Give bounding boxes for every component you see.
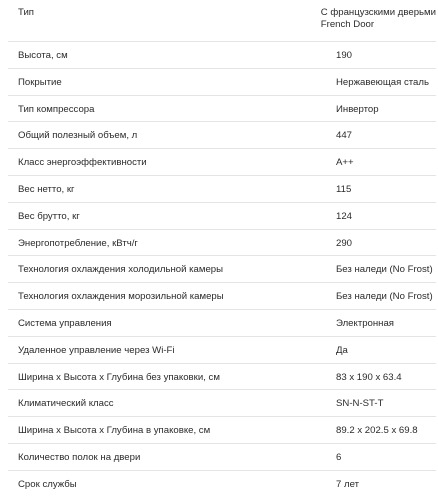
spec-label: Удаленное управление через Wi-Fi [18, 344, 175, 356]
spec-label: Класс энергоэффективности [18, 157, 147, 169]
spec-label: Система управления [18, 317, 112, 329]
spec-value: Без наледи (No Frost) [336, 264, 433, 276]
spec-row-climate-class [8, 390, 436, 417]
spec-label: Покрытие [18, 76, 62, 88]
spec-row-dimensions-unpacked [8, 364, 436, 391]
spec-label: Вес брутто, кг [18, 210, 80, 222]
spec-label: Количество полок на двери [18, 451, 141, 463]
spec-row-door-shelves [8, 444, 436, 471]
spec-row-control-system [8, 310, 436, 337]
spec-row-gross-weight [8, 203, 436, 230]
spec-value: 447 [336, 130, 353, 142]
spec-value: Нержавеющая сталь [336, 76, 429, 88]
spec-row-compressor [8, 96, 436, 123]
spec-row-volume [8, 122, 436, 149]
spec-label: Срок службы [18, 478, 77, 490]
spec-value: 290 [336, 237, 353, 249]
spec-value: Инвертор [336, 103, 379, 115]
spec-value [321, 7, 436, 31]
spec-row-service-life [8, 471, 436, 498]
spec-value-line: French Door [320, 19, 375, 30]
spec-row-freezer-cooling [8, 283, 436, 310]
spec-value: 190 [336, 50, 353, 61]
spec-label: Энергопотребление, кВтч/г [18, 237, 138, 249]
spec-value: 6 [336, 451, 342, 463]
spec-label: Вес нетто, кг [18, 183, 75, 195]
spec-label: Ширина x Высота x Глубина в упаковке, см [18, 425, 211, 437]
spec-value-line: С французскими дверьми [320, 7, 436, 18]
spec-row-dimensions-packed [8, 417, 436, 444]
spec-row-height [8, 42, 436, 69]
spec-value: A++ [336, 157, 354, 169]
spec-label: Тип [18, 7, 34, 18]
spec-value: 7 лет [336, 478, 360, 490]
spec-label: Тип компрессора [18, 103, 95, 115]
spec-row-coating [8, 69, 436, 96]
spec-row-type [8, 6, 436, 42]
spec-label: Технология охлаждения морозильной камеры [18, 291, 224, 303]
spec-row-fridge-cooling [8, 256, 436, 283]
specifications-table [8, 0, 436, 498]
spec-value: 124 [336, 210, 353, 222]
spec-value: 89.2 x 202.5 x 69.8 [336, 425, 418, 437]
spec-value: 83 x 190 x 63.4 [336, 371, 402, 383]
spec-label: Высота, см [18, 50, 68, 61]
spec-value: SN-N-ST-T [336, 398, 384, 410]
spec-label: Климатический класс [18, 398, 114, 410]
spec-label: Общий полезный объем, л [18, 130, 138, 142]
spec-row-energy-consumption [8, 230, 436, 257]
spec-label: Технология охлаждения холодильной камеры [18, 264, 224, 276]
spec-value: Да [336, 344, 348, 356]
spec-row-wifi [8, 337, 436, 364]
spec-value: Электронная [336, 317, 395, 329]
spec-label: Ширина x Высота x Глубина без упаковки, см [18, 371, 220, 383]
spec-value: 115 [336, 183, 352, 195]
spec-row-net-weight [8, 176, 436, 203]
spec-row-energy-class [8, 149, 436, 176]
spec-value: Без наледи (No Frost) [336, 291, 433, 303]
